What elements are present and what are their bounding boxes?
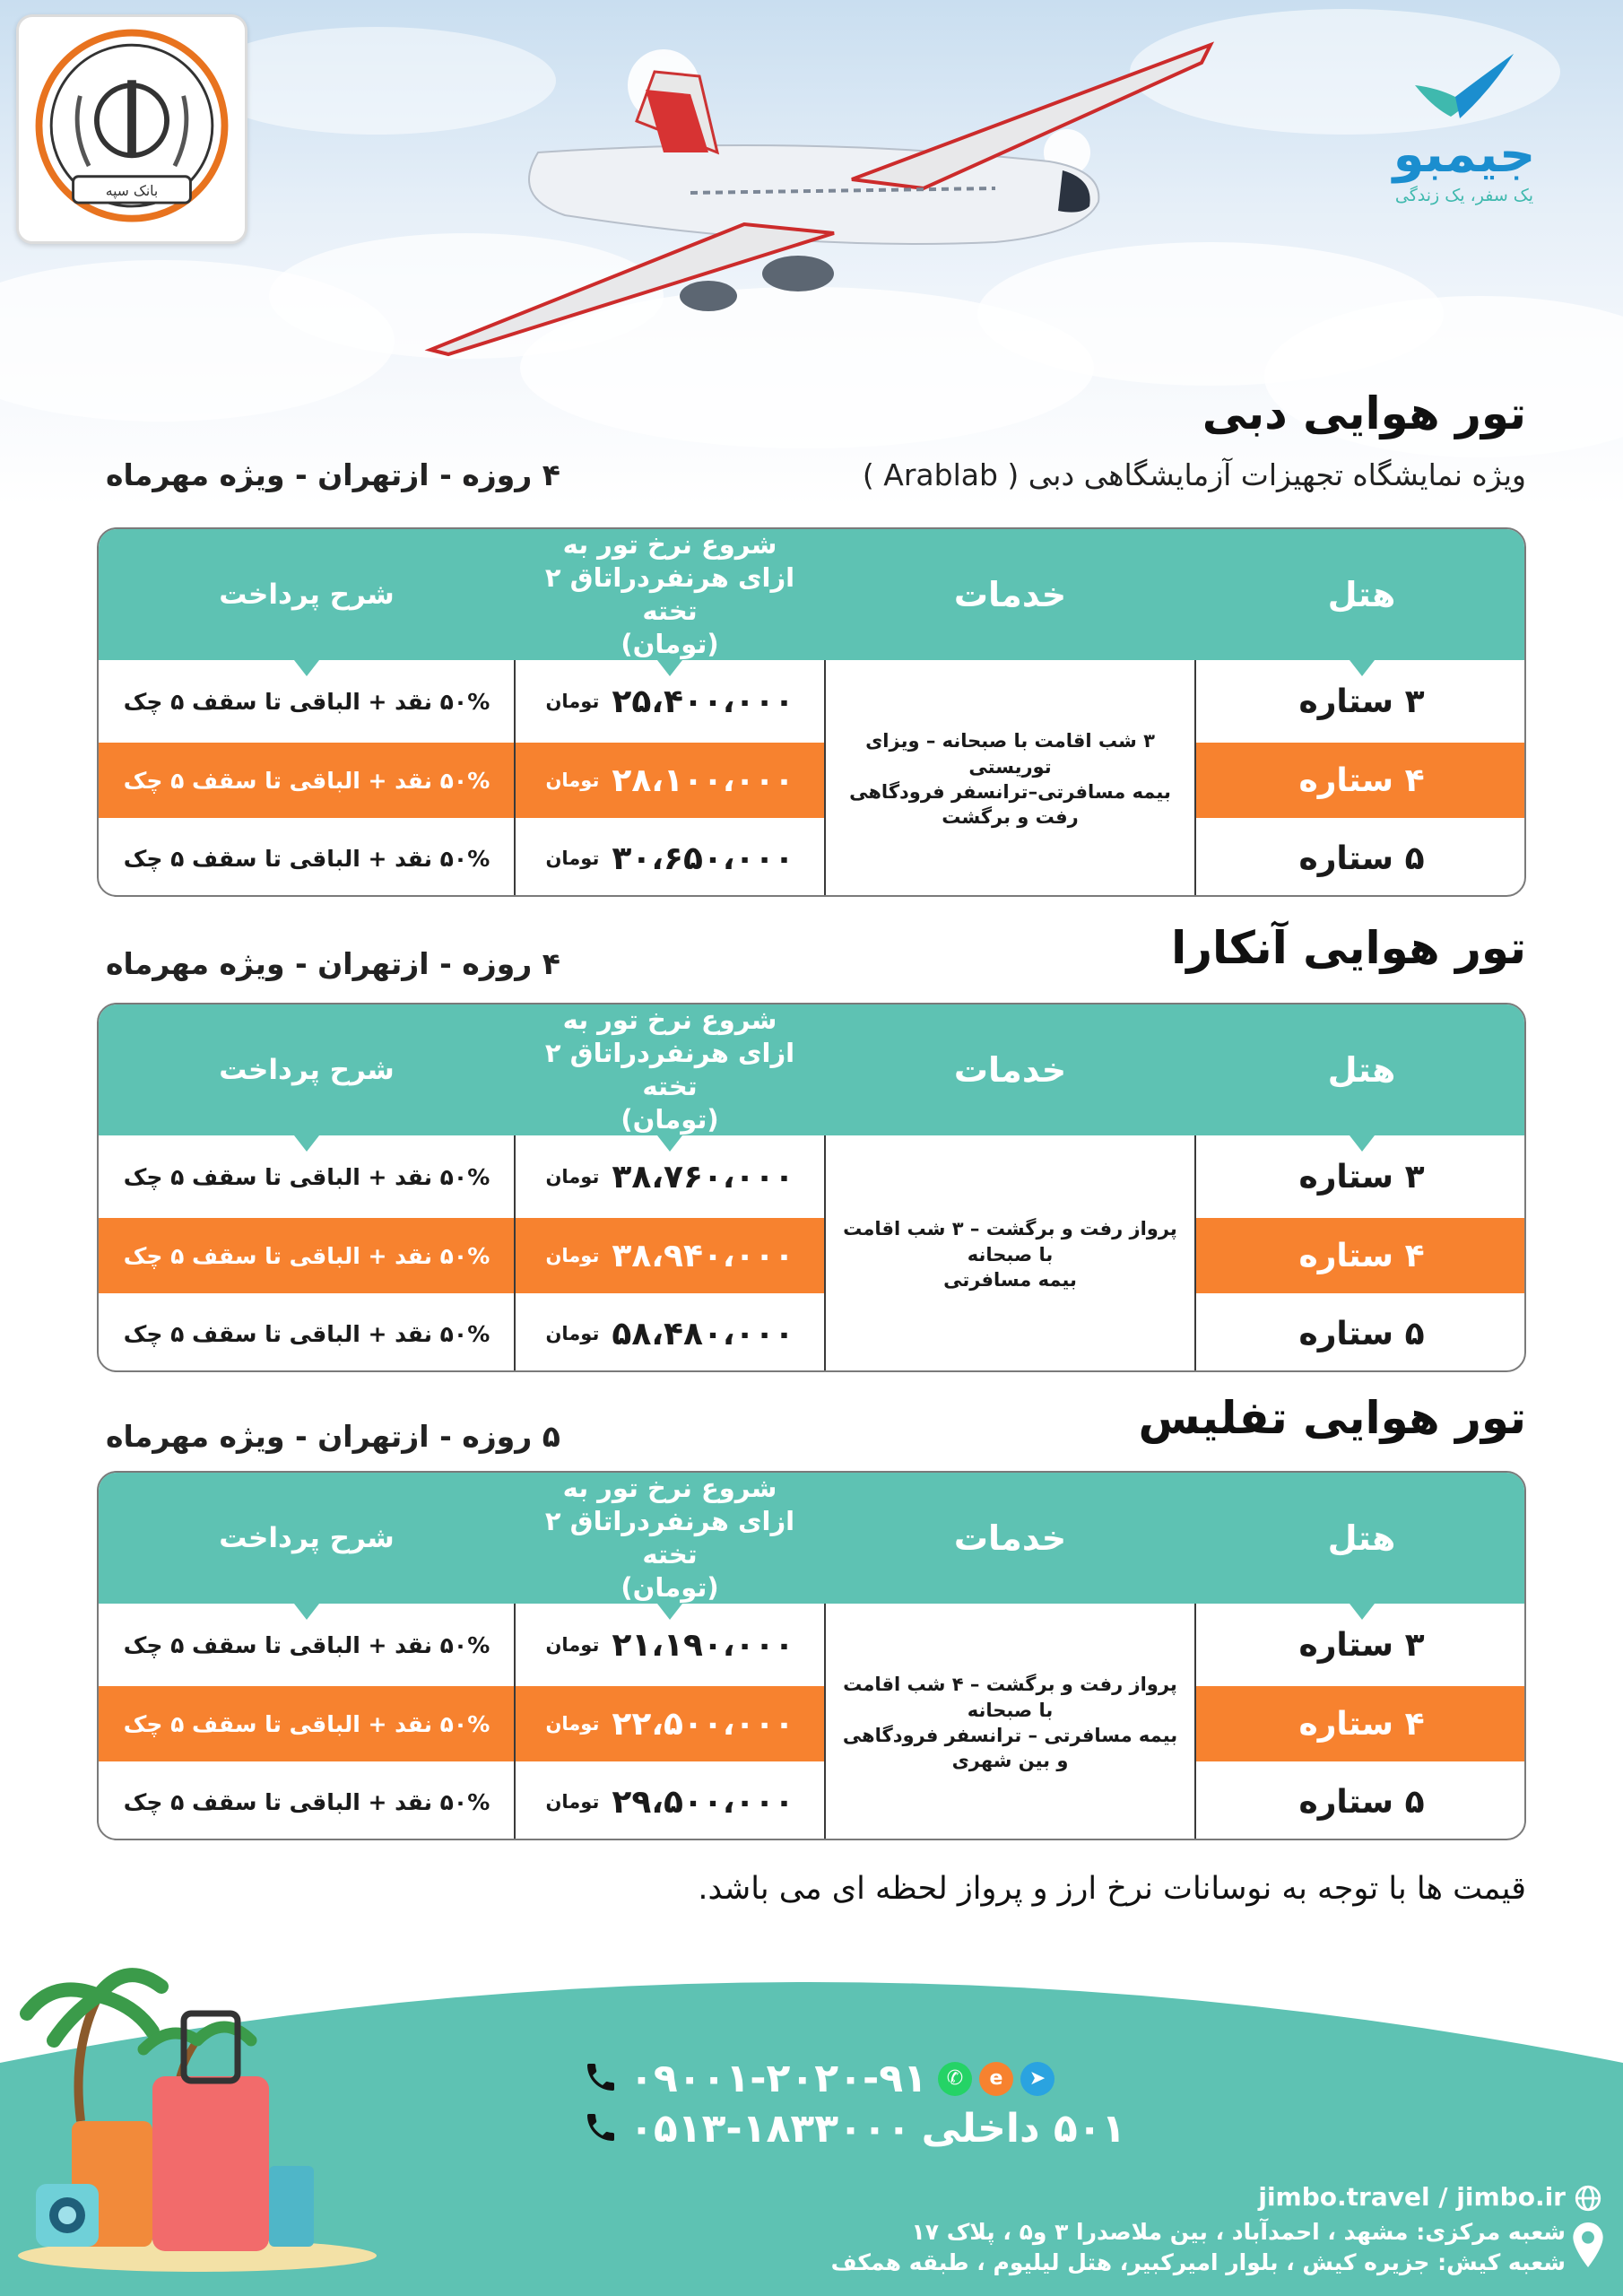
price-unit: تومان <box>545 1791 600 1813</box>
payment-terms: ۵۰% نقد + الباقی تا سقف ۵ چک <box>123 1163 490 1190</box>
price-cell <box>515 1293 825 1372</box>
price-amount: ۲۹،۵۰۰،۰۰۰ <box>612 1783 794 1821</box>
services-line2: بیمه مسافرتی–ترانسفر فرودگاهی رفت و برگشت <box>849 781 1171 829</box>
header-services: خدمات <box>825 529 1195 660</box>
price-unit: تومان <box>545 1166 600 1187</box>
price-amount: ۲۲،۵۰۰،۰۰۰ <box>612 1705 794 1743</box>
table-row <box>99 1293 1524 1372</box>
price-unit: تومان <box>545 1713 600 1735</box>
landline-number[interactable]: ۰۵۱۳-۱۸۳۳۰۰۰ <box>629 2106 911 2152</box>
price-table-tbilisi <box>97 1471 1526 1840</box>
price-cell <box>515 660 825 743</box>
table-header <box>99 529 1524 660</box>
header-price-line3: (تومان) <box>621 1572 719 1604</box>
services-cell <box>825 1604 1195 1840</box>
header-price <box>515 529 825 660</box>
bank-seal-text: بانک سپه <box>105 183 159 200</box>
mobile-contact <box>583 2056 1055 2101</box>
phone-extension: ۵۰۱ داخلی <box>921 2106 1126 2152</box>
header-services: خدمات <box>825 1004 1195 1135</box>
hotel-rating: ۳ ستاره <box>1298 1626 1425 1664</box>
payment-terms: ۵۰% نقد + الباقی تا سقف ۵ چک <box>123 1788 490 1815</box>
bank-sepah-logo <box>16 14 247 244</box>
brand-name: جیمبو <box>1393 126 1536 184</box>
payment-terms: ۵۰% نقد + الباقی تا سقف ۵ چک <box>123 1631 490 1658</box>
header-payment: شرح پرداخت <box>99 1004 515 1135</box>
header-price-line1: شروع نرخ تور به <box>562 528 777 560</box>
price-amount: ۵۸،۴۸۰،۰۰۰ <box>612 1315 794 1352</box>
mobile-number[interactable]: ۰۹۰۰۱-۲۰۲۰-۹۱ <box>629 2056 927 2101</box>
price-unit: تومان <box>545 770 600 791</box>
website-links[interactable]: jimbo.travel / jimbo.ir <box>1258 2182 1566 2212</box>
brand-tagline: یک سفر، یک زندگی <box>1394 186 1534 205</box>
telegram-icon[interactable]: ➤ <box>1020 2062 1055 2096</box>
header-price <box>515 1004 825 1135</box>
price-cell <box>515 1135 825 1218</box>
globe-icon <box>1573 2183 1603 2217</box>
hotel-rating: ۴ ستاره <box>1195 1686 1526 1761</box>
price-unit: تومان <box>545 848 600 869</box>
price-cell <box>515 1218 825 1293</box>
whatsapp-icon[interactable]: ✆ <box>938 2062 972 2096</box>
services-line2: بیمه مسافرتی – ترانسفر فرودگاهی و بین شهری <box>842 1725 1178 1772</box>
address-kish-branch: شعبه کیش: جزیره کیش ، بلوار امیرکبیر، هتل لیلیوم ، طبقه همکف <box>830 2249 1566 2275</box>
table-row <box>99 743 1524 818</box>
tour-title-dubai: تور هوایی دبی <box>1202 387 1526 439</box>
table-row <box>99 1604 1524 1686</box>
services-line1: پرواز رفت و برگشت – ۴ شب اقامت با صبحانه <box>843 1674 1177 1721</box>
price-amount: ۲۵،۴۰۰،۰۰۰ <box>612 683 794 720</box>
tour-title-ankara: تور هوایی آنکارا <box>1171 922 1526 974</box>
tour-duration-tbilisi: ۵ روزه - ازتهران - ویژه مهرماه <box>106 1419 560 1454</box>
price-cell <box>515 1604 825 1686</box>
payment-terms: ۵۰% نقد + الباقی تا سقف ۵ چک <box>123 688 490 715</box>
payment-terms: ۵۰% نقد + الباقی تا سقف ۵ چک <box>99 1218 515 1293</box>
price-amount: ۳۰،۶۵۰،۰۰۰ <box>612 839 794 877</box>
header-hotel: هتل <box>1195 1473 1526 1604</box>
price-fluctuation-note: قیمت ها با توجه به نوسانات نرخ ارز و پرواز لحظه ای می باشد. <box>698 1871 1526 1907</box>
table-row <box>99 1686 1524 1761</box>
price-table-dubai <box>97 527 1526 897</box>
hotel-rating: ۳ ستاره <box>1298 1158 1425 1196</box>
header-price-line1: شروع نرخ تور به <box>562 1004 777 1035</box>
price-unit: تومان <box>545 1323 600 1344</box>
checkmark-icon <box>1406 45 1523 130</box>
hotel-rating: ۴ ستاره <box>1195 1218 1526 1293</box>
hotel-rating: ۳ ستاره <box>1298 683 1425 720</box>
services-line1: ۳ شب اقامت با صبحانه – ویزای توریستی <box>865 730 1155 778</box>
table-row <box>99 1135 1524 1218</box>
price-amount: ۲۸،۱۰۰،۰۰۰ <box>612 761 794 799</box>
phone-icon <box>583 2059 619 2099</box>
location-pin-icon <box>1573 2222 1603 2271</box>
tour-title-tbilisi: تور هوایی تفلیس <box>1138 1392 1526 1444</box>
price-cell <box>515 818 825 897</box>
price-cell <box>515 1686 825 1761</box>
tour-duration-dubai: ۴ روزه - ازتهران - ویژه مهرماه <box>106 457 560 492</box>
airplane-illustration <box>421 36 1228 377</box>
price-unit: تومان <box>545 1634 600 1656</box>
hotel-rating: ۵ ستاره <box>1298 1315 1425 1352</box>
eitaa-icon[interactable]: e <box>979 2062 1013 2096</box>
services-line2: بیمه مسافرتی <box>943 1269 1077 1292</box>
table-row <box>99 660 1524 743</box>
hotel-rating: ۵ ستاره <box>1298 839 1425 877</box>
services-line1: پرواز رفت و برگشت – ۳ شب اقامت با صبحانه <box>843 1218 1177 1265</box>
table-row <box>99 1761 1524 1840</box>
table-header <box>99 1004 1524 1135</box>
price-amount: ۳۸،۷۶۰،۰۰۰ <box>612 1158 794 1196</box>
header-payment: شرح پرداخت <box>99 529 515 660</box>
header-price-line3: (تومان) <box>621 629 719 660</box>
header-price-line3: (تومان) <box>621 1104 719 1135</box>
header-payment: شرح پرداخت <box>99 1473 515 1604</box>
address-main-branch: شعبه مرکزی: مشهد ، احمدآباد ، بین ملاصدرا ۳ و۵ ، پلاک ۱۷ <box>911 2219 1566 2245</box>
price-table-ankara <box>97 1003 1526 1372</box>
payment-terms: ۵۰% نقد + الباقی تا سقف ۵ چک <box>123 1320 490 1347</box>
hotel-rating: ۵ ستاره <box>1298 1783 1425 1821</box>
table-row <box>99 818 1524 897</box>
hotel-rating: ۴ ستاره <box>1195 743 1526 818</box>
price-unit: تومان <box>545 1245 600 1266</box>
services-cell <box>825 660 1195 897</box>
header-price <box>515 1473 825 1604</box>
price-amount: ۲۱،۱۹۰،۰۰۰ <box>612 1626 794 1664</box>
header-services: خدمات <box>825 1473 1195 1604</box>
phone-icon <box>583 2109 619 2149</box>
price-unit: تومان <box>545 691 600 712</box>
header-price-line2: ازای هرنفردراتاق ۲ تخته <box>544 561 795 626</box>
payment-terms: ۵۰% نقد + الباقی تا سقف ۵ چک <box>99 1686 515 1761</box>
table-row <box>99 1218 1524 1293</box>
header-price-line2: ازای هرنفردراتاق ۲ تخته <box>544 1505 795 1570</box>
price-cell <box>515 743 825 818</box>
services-cell <box>825 1135 1195 1372</box>
header-hotel: هتل <box>1195 529 1526 660</box>
header-hotel: هتل <box>1195 1004 1526 1135</box>
payment-terms: ۵۰% نقد + الباقی تا سقف ۵ چک <box>99 743 515 818</box>
social-icons <box>938 2062 1055 2096</box>
jimbo-logo <box>1388 45 1541 205</box>
table-header <box>99 1473 1524 1604</box>
header-price-line2: ازای هرنفردراتاق ۲ تخته <box>544 1037 795 1101</box>
luggage-illustration <box>18 1960 395 2274</box>
tour-duration-ankara: ۴ روزه - ازتهران - ویژه مهرماه <box>106 946 560 981</box>
header-price-line1: شروع نرخ تور به <box>562 1472 777 1503</box>
price-cell <box>515 1761 825 1840</box>
landline-contact <box>583 2106 1125 2152</box>
tour-subtitle-dubai: ویژه نمایشگاه تجهیزات آزمایشگاهی دبی ( Arablab ) <box>862 457 1526 492</box>
payment-terms: ۵۰% نقد + الباقی تا سقف ۵ چک <box>123 845 490 872</box>
price-amount: ۳۸،۹۴۰،۰۰۰ <box>612 1237 794 1274</box>
